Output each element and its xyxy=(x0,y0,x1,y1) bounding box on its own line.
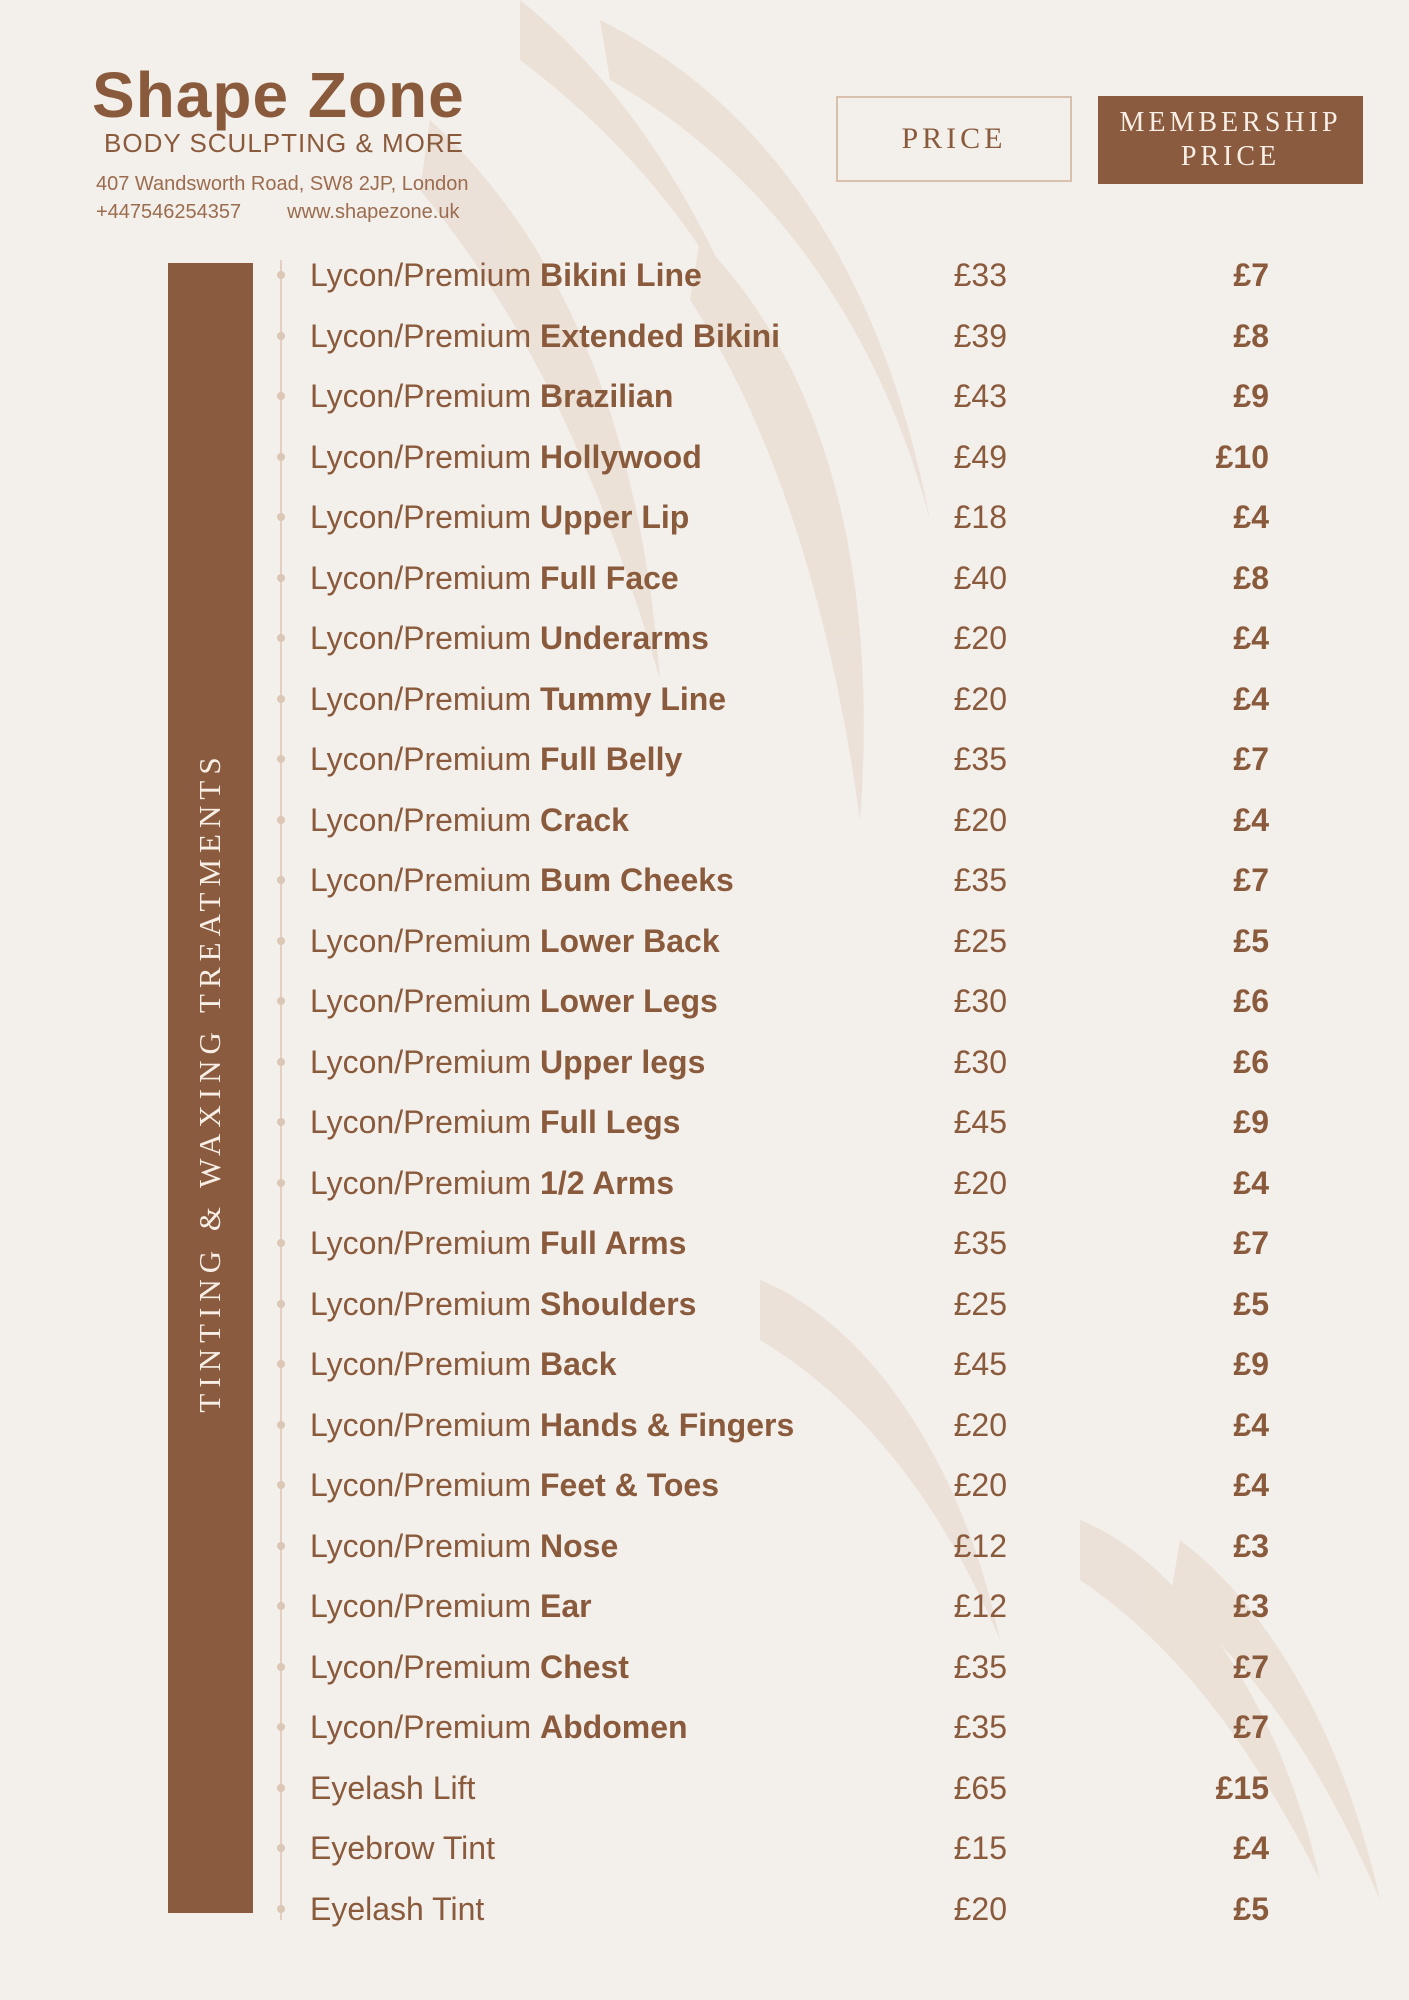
brand-title: Shape Zone xyxy=(92,59,465,131)
bullet-dot-icon xyxy=(277,1784,285,1792)
treatment-prefix: Lycon/Premium xyxy=(310,680,532,717)
membership-header-line1: MEMBERSHIP xyxy=(1119,107,1342,138)
list-item xyxy=(0,1094,1409,1155)
membership-price: £7 xyxy=(1233,257,1269,293)
membership-price: £5 xyxy=(1233,1285,1269,1322)
membership-price: £6 xyxy=(1233,983,1269,1019)
regular-price: £18 xyxy=(953,499,1007,535)
treatment-area: Hands & Fingers xyxy=(540,1406,795,1443)
regular-price: £20 xyxy=(953,1406,1007,1443)
list-item xyxy=(0,1215,1409,1276)
membership-price: £10 xyxy=(1215,438,1269,475)
address: 407 Wandsworth Road, SW8 2JP, London xyxy=(96,173,469,195)
regular-price: £45 xyxy=(953,1104,1007,1140)
treatment-name xyxy=(310,499,689,536)
list-item xyxy=(0,973,1409,1034)
list-item xyxy=(0,610,1409,671)
bullet-dot-icon xyxy=(277,1421,285,1429)
treatment-area: Shoulders xyxy=(540,1285,697,1322)
treatment-prefix: Lycon/Premium xyxy=(310,862,532,898)
regular-price: £12 xyxy=(953,1527,1007,1564)
treatment-name xyxy=(310,1891,484,1928)
treatment-prefix: Lycon/Premium xyxy=(310,922,532,959)
membership-price: £4 xyxy=(1233,680,1269,717)
website-link[interactable]: www.shapezone.uk xyxy=(287,201,460,223)
regular-price: £20 xyxy=(953,1890,1007,1927)
membership-price: £4 xyxy=(1233,801,1269,838)
regular-price: £25 xyxy=(953,1285,1007,1322)
treatment-area: Bikini Line xyxy=(540,257,702,293)
list-item xyxy=(0,1397,1409,1458)
regular-price: £30 xyxy=(953,1043,1007,1080)
bullet-dot-icon xyxy=(277,997,285,1005)
membership-price: £4 xyxy=(1233,1406,1269,1443)
treatment-area: Underarms xyxy=(540,620,709,656)
treatment-area: Lower Back xyxy=(540,922,720,959)
treatment-area: Lower Legs xyxy=(540,983,718,1019)
list-item xyxy=(0,852,1409,913)
treatment-prefix: Lycon/Premium xyxy=(310,1346,532,1382)
treatment-list xyxy=(0,247,1409,1941)
list-item xyxy=(0,1034,1409,1095)
treatment-prefix: Lycon/Premium xyxy=(310,801,532,838)
treatment-prefix: Lycon/Premium xyxy=(310,317,532,354)
regular-price: £20 xyxy=(953,1164,1007,1201)
bullet-dot-icon xyxy=(277,1300,285,1308)
membership-price: £4 xyxy=(1233,1467,1269,1503)
bullet-dot-icon xyxy=(277,1844,285,1852)
phone: +447546254357 xyxy=(96,201,242,223)
regular-price: £35 xyxy=(953,1709,1007,1745)
treatment-name xyxy=(310,1588,592,1625)
bullet-dot-icon xyxy=(277,1542,285,1550)
list-item xyxy=(0,489,1409,550)
treatment-area: Back xyxy=(540,1346,617,1382)
treatment-prefix: Lycon/Premium xyxy=(310,1043,532,1080)
membership-price: £7 xyxy=(1233,862,1269,898)
list-item xyxy=(0,1336,1409,1397)
treatment-area: 1/2 Arms xyxy=(540,1164,674,1201)
brand-block xyxy=(92,60,465,159)
list-item xyxy=(0,368,1409,429)
regular-price: £49 xyxy=(953,438,1007,475)
list-item xyxy=(0,1881,1409,1942)
treatment-area: Hollywood xyxy=(540,438,702,475)
treatment-area: Upper legs xyxy=(540,1043,706,1080)
treatment-name xyxy=(310,1830,495,1867)
regular-price: £35 xyxy=(953,1648,1007,1685)
regular-price: £12 xyxy=(953,1588,1007,1624)
regular-price: £20 xyxy=(953,680,1007,717)
regular-price: £20 xyxy=(953,1467,1007,1503)
regular-price: £20 xyxy=(953,620,1007,656)
treatment-name xyxy=(310,1709,688,1746)
list-item xyxy=(0,1578,1409,1639)
treatment-area: Full Legs xyxy=(540,1104,681,1140)
treatment-area: Feet & Toes xyxy=(540,1467,719,1503)
bullet-dot-icon xyxy=(277,574,285,582)
treatment-name xyxy=(310,560,679,597)
regular-price: £35 xyxy=(953,741,1007,777)
bullet-dot-icon xyxy=(277,392,285,400)
treatment-name xyxy=(310,1286,696,1323)
treatment-name xyxy=(310,257,702,294)
regular-price: £35 xyxy=(953,1225,1007,1261)
treatment-name xyxy=(310,1528,618,1565)
treatment-name xyxy=(310,318,780,355)
brand-subtitle: BODY SCULPTING & MORE xyxy=(104,128,465,158)
treatment-prefix: Lycon/Premium xyxy=(310,438,532,475)
treatment-area: Tummy Line xyxy=(540,680,727,717)
treatment-name xyxy=(310,620,709,657)
regular-price: £40 xyxy=(953,559,1007,596)
treatment-name xyxy=(310,1649,629,1686)
treatment-area: Ear xyxy=(540,1588,592,1624)
membership-price: £4 xyxy=(1233,620,1269,656)
bullet-dot-icon xyxy=(277,876,285,884)
list-item xyxy=(0,1699,1409,1760)
treatment-area: Extended Bikini xyxy=(540,317,781,354)
list-item xyxy=(0,1639,1409,1700)
treatment-name xyxy=(310,802,629,839)
treatment-prefix: Lycon/Premium xyxy=(310,1225,532,1261)
list-item xyxy=(0,429,1409,490)
regular-price: £20 xyxy=(953,801,1007,838)
treatment-name xyxy=(310,1165,674,1202)
bullet-dot-icon xyxy=(277,755,285,763)
membership-price: £7 xyxy=(1233,1225,1269,1261)
treatment-name xyxy=(310,1770,475,1807)
treatment-name xyxy=(310,1407,794,1444)
treatment-prefix: Lycon/Premium xyxy=(310,1648,532,1685)
regular-price: £30 xyxy=(953,983,1007,1019)
treatment-prefix: Eyelash Lift xyxy=(310,1769,476,1806)
membership-price: £4 xyxy=(1233,499,1269,535)
bullet-dot-icon xyxy=(277,695,285,703)
membership-price: £7 xyxy=(1233,1709,1269,1745)
list-item xyxy=(0,1518,1409,1579)
treatment-prefix: Lycon/Premium xyxy=(310,499,532,535)
membership-price: £5 xyxy=(1233,1890,1269,1927)
membership-price: £4 xyxy=(1233,1164,1269,1201)
bullet-dot-icon xyxy=(277,271,285,279)
list-item xyxy=(0,247,1409,308)
treatment-prefix: Lycon/Premium xyxy=(310,257,532,293)
bullet-dot-icon xyxy=(277,513,285,521)
list-item xyxy=(0,731,1409,792)
bullet-dot-icon xyxy=(277,1481,285,1489)
membership-price-column-header xyxy=(1098,96,1363,184)
treatment-name xyxy=(310,983,718,1020)
treatment-prefix: Eyebrow Tint xyxy=(310,1830,495,1866)
regular-price: £43 xyxy=(953,378,1007,414)
treatment-prefix: Lycon/Premium xyxy=(310,620,532,656)
bullet-dot-icon xyxy=(277,816,285,824)
treatment-area: Nose xyxy=(540,1527,619,1564)
treatment-name xyxy=(310,862,734,899)
membership-price: £9 xyxy=(1233,1346,1269,1382)
bullet-dot-icon xyxy=(277,1239,285,1247)
regular-price: £33 xyxy=(953,257,1007,293)
membership-price: £9 xyxy=(1233,378,1269,414)
membership-price: £5 xyxy=(1233,922,1269,959)
list-item xyxy=(0,1155,1409,1216)
treatment-name xyxy=(310,1225,686,1262)
treatment-prefix: Lycon/Premium xyxy=(310,1527,532,1564)
membership-price: £6 xyxy=(1233,1043,1269,1080)
treatment-prefix: Lycon/Premium xyxy=(310,1285,532,1322)
membership-price: £7 xyxy=(1233,1648,1269,1685)
bullet-dot-icon xyxy=(277,634,285,642)
bullet-dot-icon xyxy=(277,1360,285,1368)
membership-price: £8 xyxy=(1233,559,1269,596)
regular-price: £15 xyxy=(953,1830,1007,1866)
treatment-prefix: Lycon/Premium xyxy=(310,559,532,596)
bullet-dot-icon xyxy=(277,332,285,340)
list-item xyxy=(0,792,1409,853)
list-item xyxy=(0,1760,1409,1821)
treatment-name xyxy=(310,1044,705,1081)
contact-info xyxy=(96,170,468,226)
bullet-dot-icon xyxy=(277,937,285,945)
bullet-dot-icon xyxy=(277,1602,285,1610)
list-item xyxy=(0,1276,1409,1337)
treatment-name xyxy=(310,439,702,476)
treatment-name xyxy=(310,1467,719,1504)
membership-price: £4 xyxy=(1233,1830,1269,1866)
treatment-prefix: Lycon/Premium xyxy=(310,983,532,1019)
regular-price: £35 xyxy=(953,862,1007,898)
bullet-dot-icon xyxy=(277,1663,285,1671)
treatment-area: Full Arms xyxy=(540,1225,687,1261)
bullet-dot-icon xyxy=(277,1058,285,1066)
membership-price: £3 xyxy=(1233,1588,1269,1624)
membership-price: £7 xyxy=(1233,741,1269,777)
treatment-name xyxy=(310,1104,680,1141)
treatment-prefix: Lycon/Premium xyxy=(310,378,532,414)
bullet-dot-icon xyxy=(277,1905,285,1913)
bullet-dot-icon xyxy=(277,1179,285,1187)
regular-price: £25 xyxy=(953,922,1007,959)
list-item xyxy=(0,671,1409,732)
treatment-prefix: Lycon/Premium xyxy=(310,1104,532,1140)
treatment-name xyxy=(310,378,673,415)
list-item xyxy=(0,913,1409,974)
price-column-header: PRICE xyxy=(836,96,1072,182)
membership-price: £8 xyxy=(1233,317,1269,354)
list-item xyxy=(0,550,1409,611)
list-item xyxy=(0,308,1409,369)
treatment-prefix: Lycon/Premium xyxy=(310,1588,532,1624)
section-title: TINTING & WAXING TREATMENTS xyxy=(192,751,227,1413)
treatment-area: Brazilian xyxy=(540,378,674,414)
list-item xyxy=(0,1457,1409,1518)
treatment-prefix: Lycon/Premium xyxy=(310,1709,532,1745)
treatment-name xyxy=(310,1346,617,1383)
regular-price: £65 xyxy=(953,1769,1007,1806)
treatment-prefix: Lycon/Premium xyxy=(310,1164,532,1201)
list-item xyxy=(0,1820,1409,1881)
regular-price: £39 xyxy=(953,317,1007,354)
treatment-area: Crack xyxy=(540,801,629,838)
treatment-area: Bum Cheeks xyxy=(540,862,734,898)
treatment-area: Full Belly xyxy=(540,741,683,777)
regular-price: £45 xyxy=(953,1346,1007,1382)
treatment-area: Upper Lip xyxy=(540,499,690,535)
treatment-area: Chest xyxy=(540,1648,629,1685)
treatment-name xyxy=(310,741,682,778)
membership-header-line2: PRICE xyxy=(1180,141,1281,172)
treatment-area: Full Face xyxy=(540,559,679,596)
bullet-dot-icon xyxy=(277,453,285,461)
membership-price: £3 xyxy=(1233,1527,1269,1564)
membership-price: £9 xyxy=(1233,1104,1269,1140)
treatment-prefix: Lycon/Premium xyxy=(310,1467,532,1503)
contact-row xyxy=(96,198,468,226)
membership-price: £15 xyxy=(1215,1769,1269,1806)
treatment-prefix: Lycon/Premium xyxy=(310,1406,532,1443)
treatment-prefix: Eyelash Tint xyxy=(310,1890,485,1927)
bullet-dot-icon xyxy=(277,1723,285,1731)
bullet-dot-icon xyxy=(277,1118,285,1126)
treatment-name xyxy=(310,681,726,718)
treatment-name xyxy=(310,923,720,960)
treatment-area: Abdomen xyxy=(540,1709,688,1745)
treatment-prefix: Lycon/Premium xyxy=(310,741,532,777)
